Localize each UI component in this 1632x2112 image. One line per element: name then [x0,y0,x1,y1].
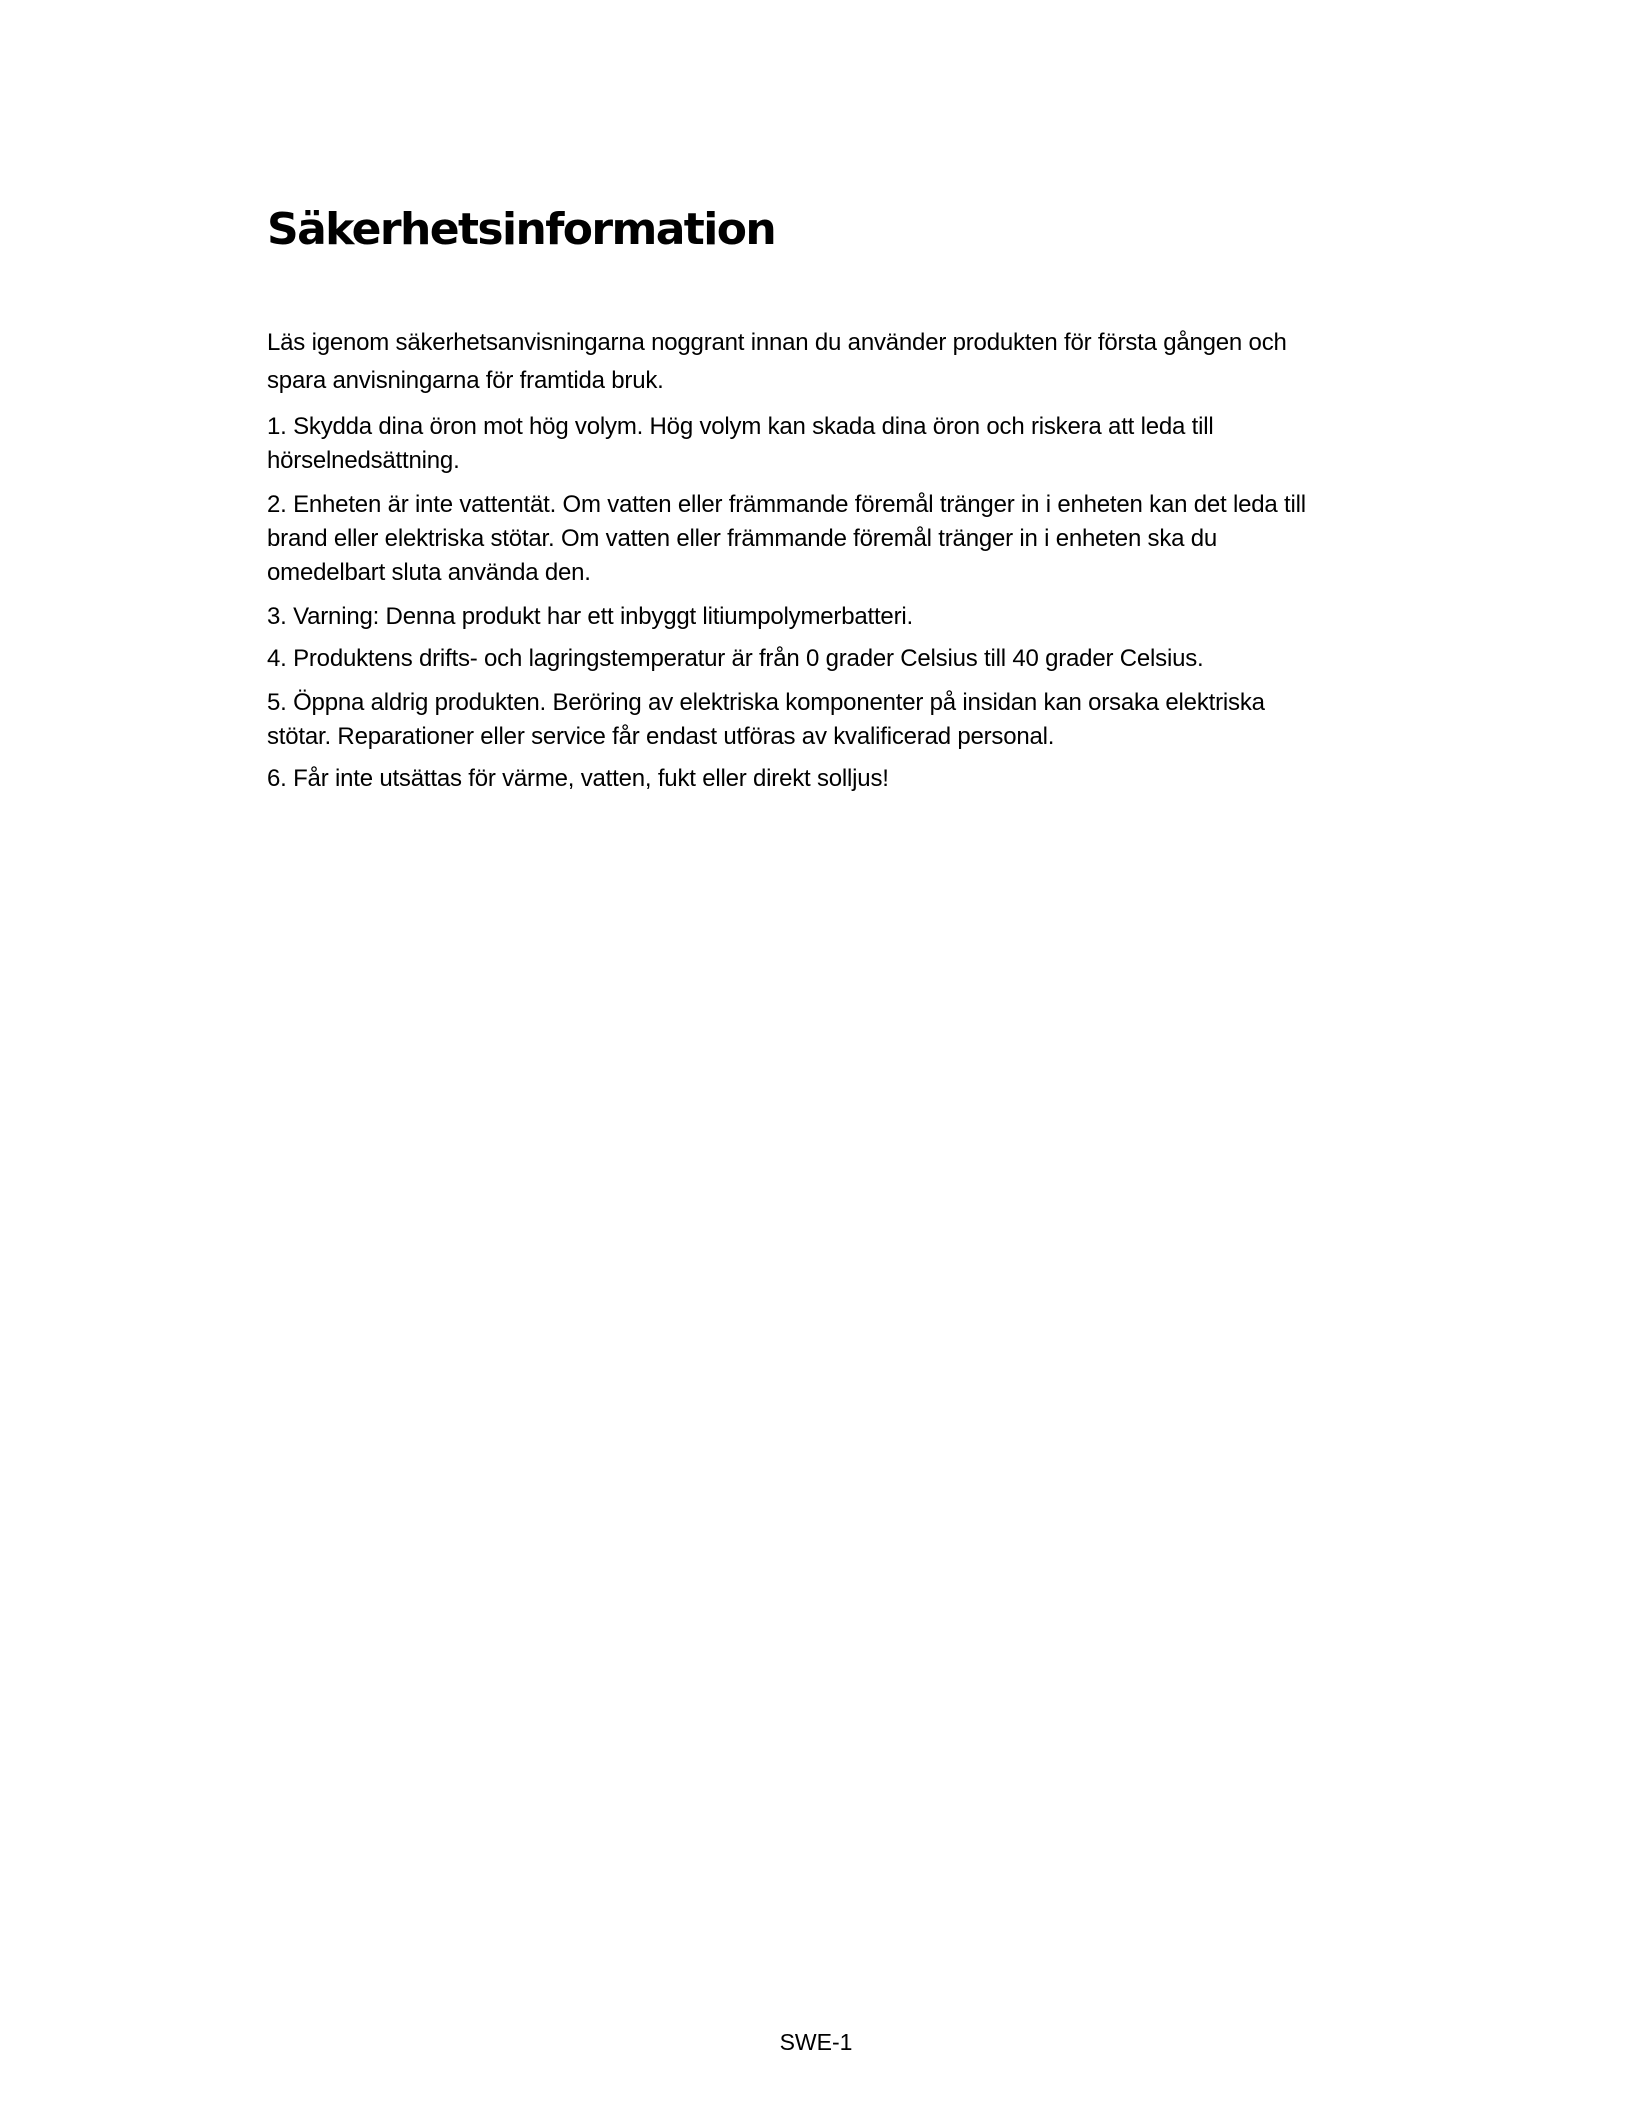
safety-item-6: 6. Får inte utsättas för värme, vatten, fukt eller direkt solljus! [267,765,889,792]
safety-item-2: 2. Enheten är inte vattentät. Om vatten eller främmande föremål tränger in i enheten kan det leda till brand eller elektriska stötar. Om vatten eller främmande föremål tränger in i enheten ska du omedelbart sluta använda den. [267,491,1306,586]
intro-paragraph: Läs igenom säkerhetsanvisningarna noggrant innan du använder produkten för första gången och spara anvisningarna för framtida bruk. [267,329,1287,394]
safety-item-4: 4. Produktens drifts- och lagringstemperatur är från 0 grader Celsius till 40 grader Celsius. [267,645,1204,672]
safety-item-5: 5. Öppna aldrig produkten. Beröring av elektriska komponenter på insidan kan orsaka elektriska stötar. Reparationer eller service får endast utföras av kvalificerad personal. [267,689,1265,750]
safety-item-3: 3. Varning: Denna produkt har ett inbyggt litiumpolymerbatteri. [267,603,913,630]
safety-list [267,410,1307,796]
page-title: Säkerhetsinformation [267,204,776,255]
page-number: SWE-1 [779,2029,853,2055]
safety-content [267,324,1307,806]
safety-item-1: 1. Skydda dina öron mot hög volym. Hög volym kan skada dina öron och riskera att leda till hörselnedsättning. [267,413,1214,474]
